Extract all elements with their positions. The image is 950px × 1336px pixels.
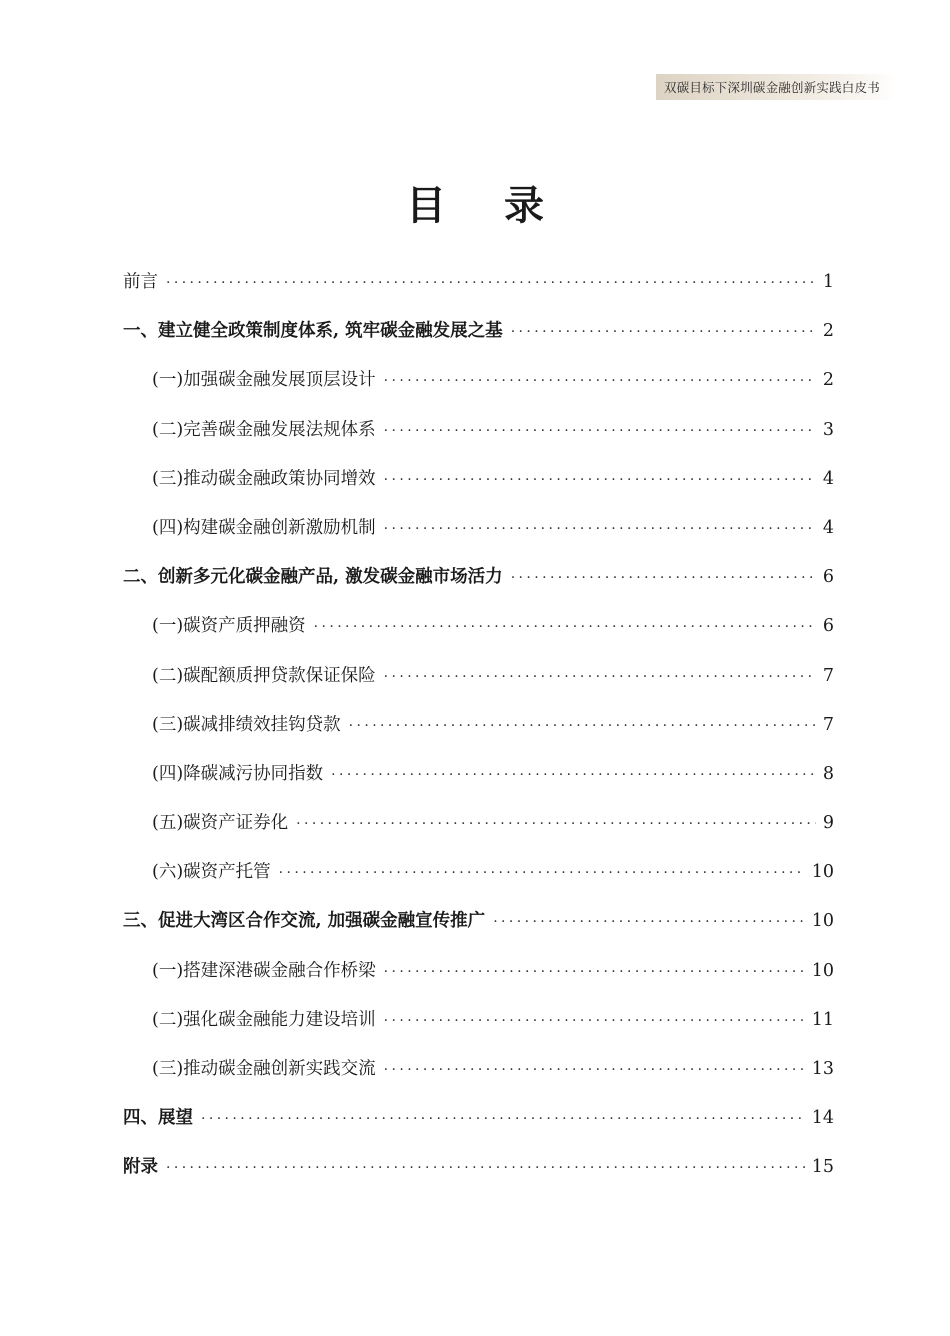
toc-entry-page-number: 2: [822, 370, 834, 391]
toc-entry-page-number: 6: [822, 567, 834, 588]
toc-entry-label: (五)碳资产证券化: [152, 813, 289, 834]
toc-entry-page-number: 10: [811, 960, 834, 981]
toc-entry-page-number: 8: [822, 763, 834, 784]
toc-entry-page-number: 7: [822, 665, 834, 686]
toc-entry-page-number: 15: [811, 1157, 834, 1178]
toc-entry-label: (一)加强碳金融发展顶层设计: [152, 370, 376, 391]
toc-entry-page-number: 7: [822, 714, 834, 735]
toc-entry-label: (四)降碳减污协同指数: [152, 763, 324, 784]
toc-entry[interactable]: [123, 556, 834, 605]
toc-dot-leader: [166, 262, 816, 304]
toc-entry-page-number: 1: [822, 272, 834, 292]
toc-entry-label: (一)碳资产质押融资: [152, 616, 306, 637]
toc-entry[interactable]: [123, 1097, 834, 1146]
toc-dot-leader: [384, 459, 816, 501]
toc-entry-page-number: 6: [822, 616, 834, 637]
toc-dot-leader: [279, 852, 806, 894]
toc-dot-leader: [511, 557, 816, 599]
toc-entry-label: (二)完善碳金融发展法规体系: [152, 419, 376, 440]
toc-entry-page-number: 11: [811, 1009, 834, 1030]
toc-entry[interactable]: [123, 851, 834, 900]
header-tag-text: 双碳目标下深圳碳金融创新实践白皮书: [664, 80, 880, 95]
toc-entry[interactable]: [123, 310, 834, 359]
toc-entry-label: 四、展望: [123, 1108, 193, 1129]
toc-entry[interactable]: [123, 1146, 834, 1195]
toc-entry[interactable]: [123, 802, 834, 851]
toc-dot-leader: [511, 311, 816, 353]
toc-entry-label: (二)碳配额质押贷款保证保险: [152, 665, 376, 686]
toc-entry-label: 二、创新多元化碳金融产品, 激发碳金融市场活力: [123, 567, 503, 588]
toc-entry-label: (二)强化碳金融能力建设培训: [152, 1009, 376, 1030]
toc-dot-leader: [384, 508, 816, 550]
toc-entry-page-number: 9: [822, 813, 834, 834]
toc-entry-label: 前言: [123, 272, 158, 292]
toc-entry-page-number: 13: [811, 1059, 834, 1079]
table-of-contents: [123, 261, 834, 1196]
toc-dot-leader: [384, 360, 816, 402]
toc-dot-leader: [296, 803, 816, 845]
toc-entry-page-number: 10: [811, 911, 834, 932]
toc-dot-leader: [166, 1147, 806, 1189]
toc-entry-page-number: 10: [811, 862, 834, 883]
toc-entry-page-number: 3: [822, 419, 834, 440]
toc-entry-page-number: 4: [822, 468, 834, 489]
toc-dot-leader: [384, 656, 816, 698]
toc-entry[interactable]: [123, 359, 834, 408]
toc-entry-page-number: 2: [822, 321, 834, 342]
toc-entry-page-number: 14: [811, 1108, 834, 1129]
document-header-tag: [656, 74, 896, 100]
toc-dot-leader: [201, 1098, 806, 1140]
toc-entry[interactable]: [123, 753, 834, 802]
toc-dot-leader: [384, 951, 806, 993]
toc-entry[interactable]: [123, 950, 834, 999]
toc-dot-leader: [384, 410, 816, 452]
toc-entry[interactable]: [123, 655, 834, 704]
toc-dot-leader: [384, 1000, 806, 1042]
toc-entry-label: (三)推动碳金融政策协同增效: [152, 468, 376, 489]
toc-entry[interactable]: [123, 507, 834, 556]
toc-entry-label: (四)构建碳金融创新激励机制: [152, 517, 376, 538]
toc-entry-label: (一)搭建深港碳金融合作桥梁: [152, 960, 376, 981]
toc-dot-leader: [493, 901, 806, 943]
toc-entry[interactable]: [123, 1048, 834, 1097]
page-title: 目 录: [406, 182, 566, 229]
toc-entry-label: (三)碳减排绩效挂钩贷款: [152, 714, 341, 735]
toc-entry[interactable]: [123, 999, 834, 1048]
toc-entry[interactable]: [123, 409, 834, 458]
toc-entry[interactable]: [123, 458, 834, 507]
toc-entry-label: 三、促进大湾区合作交流, 加强碳金融宣传推广: [123, 911, 486, 932]
toc-entry-label: (三)推动碳金融创新实践交流: [152, 1059, 376, 1079]
toc-dot-leader: [331, 754, 816, 796]
toc-dot-leader: [384, 1049, 806, 1091]
toc-entry[interactable]: [123, 605, 834, 654]
toc-dot-leader: [314, 606, 816, 648]
toc-entry-label: (六)碳资产托管: [152, 862, 271, 883]
toc-entry[interactable]: [123, 261, 834, 310]
toc-entry[interactable]: [123, 704, 834, 753]
toc-entry[interactable]: [123, 900, 834, 949]
toc-entry-label: 一、建立健全政策制度体系, 筑牢碳金融发展之基: [123, 321, 503, 342]
toc-entry-page-number: 4: [822, 517, 834, 538]
toc-dot-leader: [349, 705, 816, 747]
toc-entry-label: 附录: [123, 1157, 158, 1178]
